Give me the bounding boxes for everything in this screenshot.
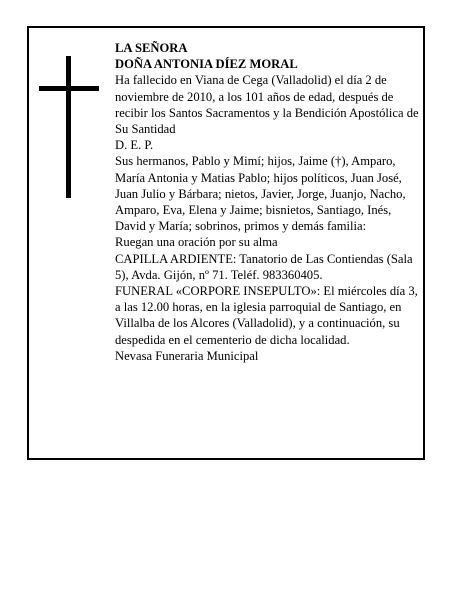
- funeral-home: Nevasa Funeraria Municipal: [115, 348, 259, 363]
- prayer-request: Ruegan una oración por su alma: [115, 235, 278, 250]
- chapel-info: CAPILLA ARDIENTE: Tanatorio de Las Contiendas (Sala 5), Avda. Gijón, nº 71. Teléf. 983360405.: [115, 251, 413, 282]
- rest-in-peace: D. E. P.: [115, 138, 154, 153]
- obituary-notice: [27, 26, 425, 460]
- obituary-title: LA SEÑORA: [115, 41, 188, 55]
- cross-icon: [39, 56, 99, 198]
- death-announcement: Ha fallecido en Viana de Cega (Valladolid) el día 2 de noviembre de 2010, a los 101 años de edad, después de recibir los Santos Sacramentos y la Bendición Apostólica de Su Santidad: [115, 73, 419, 137]
- obituary-text: [115, 40, 421, 364]
- funeral-info: FUNERAL «CORPORE INSEPULTO»: El miércoles día 3, a las 12.00 horas, en la iglesia parroquial de Santiago, en Villalba de los Alcores (Valladolid), y a continuación, su despedida en el cementerio de dicha localidad.: [115, 284, 418, 347]
- cross-horizontal-bar: [39, 86, 99, 91]
- cross-vertical-bar: [66, 56, 71, 198]
- family-list: Sus hermanos, Pablo y Mimí; hijos, Jaime (†), Amparo, María Antonia y Matias Pablo; hijos políticos, Juan José, Juan Julio y Bárbara; nietos, Javier, Jorge, Juanjo, Nacho, Amparo, Eva, Elena y Jaime; bisnietos, Santiago, Inés, David y María; sobrinos, primos y demás familia:: [115, 154, 406, 234]
- deceased-name: DOÑA ANTONIA DÍEZ MORAL: [115, 57, 298, 72]
